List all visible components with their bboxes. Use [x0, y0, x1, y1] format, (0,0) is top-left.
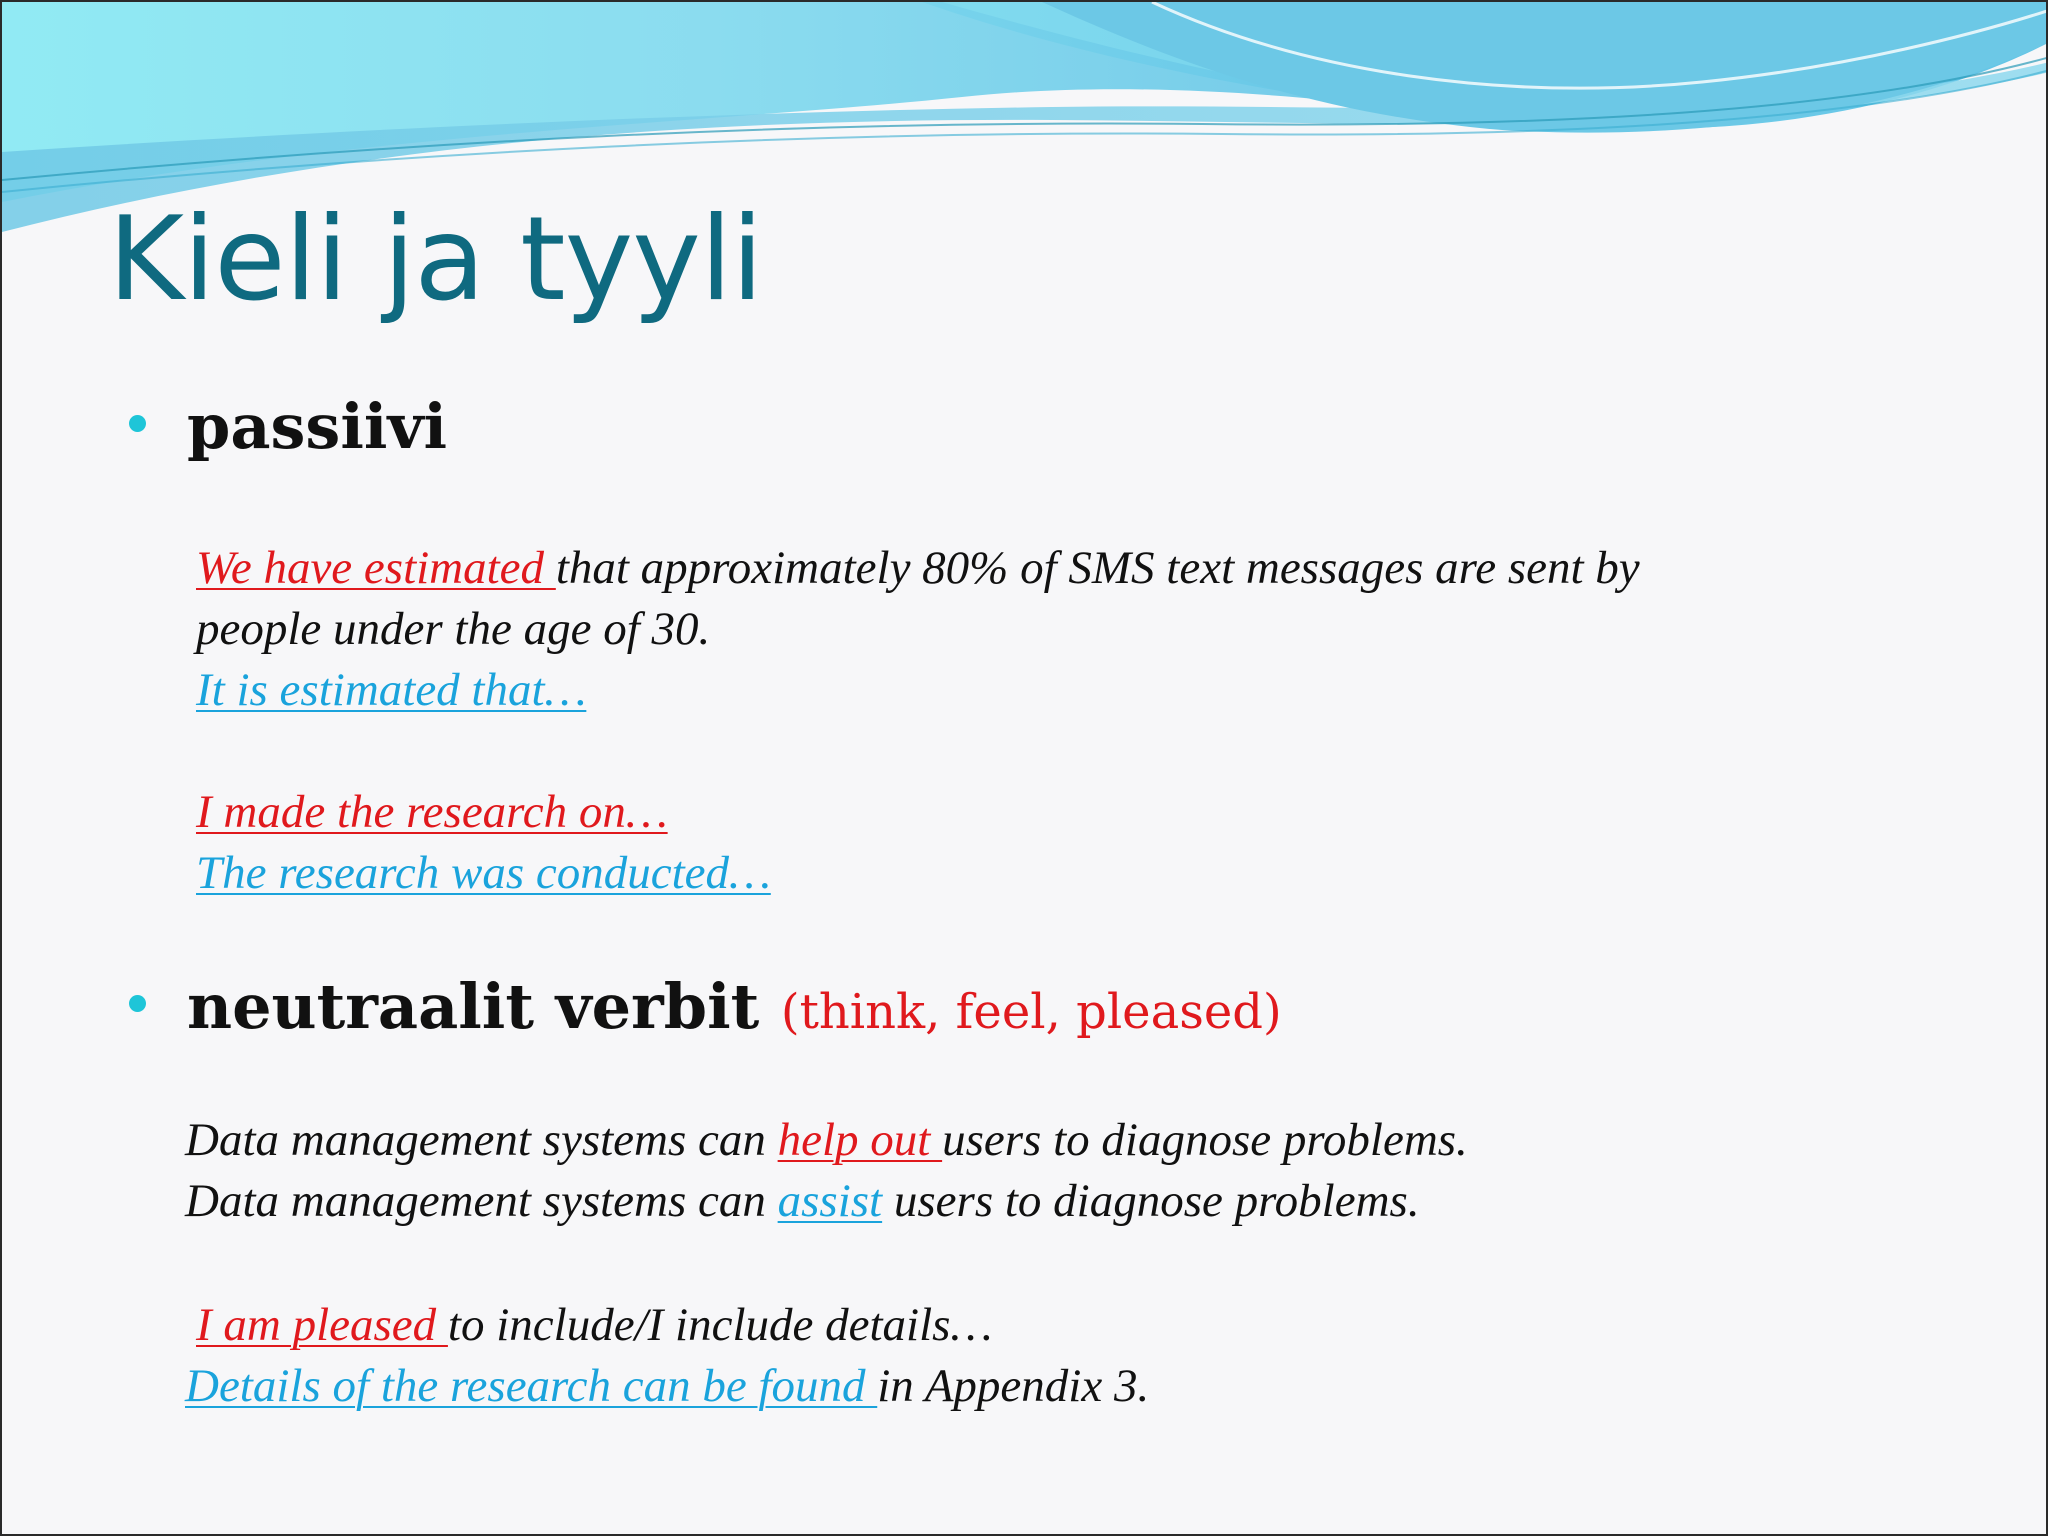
example-text: Data management systems can [185, 1175, 778, 1227]
example-line [185, 1171, 1468, 1232]
negative-example-phrase: I made the research on… [196, 786, 668, 838]
passive-examples [196, 538, 1640, 904]
example-line [196, 599, 1640, 660]
example-text: Data management systems can [185, 1114, 778, 1166]
example-line [185, 1356, 1149, 1417]
bullet-heading-passive: passiivi [187, 390, 448, 463]
negative-example-phrase: I am pleased [196, 1299, 448, 1351]
example-line [185, 1295, 1149, 1356]
positive-example-phrase: It is estimated that… [196, 664, 587, 716]
blank-line [196, 721, 1640, 782]
bullet-heading-neutral [187, 970, 1282, 1043]
example-line [196, 843, 1640, 904]
example-line [196, 538, 1640, 599]
neutral-examples-2 [185, 1295, 1149, 1417]
example-text: that approximately 80% of SMS text messages are sent by [555, 542, 1640, 594]
example-text: users to diagnose problems. [882, 1175, 1420, 1227]
positive-example-phrase: Details of the research can be found [185, 1360, 878, 1412]
example-text: in Appendix 3. [877, 1360, 1150, 1412]
positive-example-phrase: The research was conducted… [196, 847, 771, 899]
bullet-dot [129, 415, 146, 432]
negative-example-phrase: help out [777, 1114, 943, 1166]
bullet-heading-text: neutraalit verbit [187, 970, 760, 1043]
slide-title: Kieli ja tyyli [108, 192, 763, 327]
example-line [185, 1110, 1468, 1171]
example-text: users to diagnose problems. [942, 1114, 1468, 1166]
negative-example-phrase: We have estimated [196, 542, 556, 594]
positive-example-phrase: assist [777, 1175, 883, 1227]
neutral-examples-1 [185, 1110, 1468, 1232]
example-line [196, 660, 1640, 721]
example-text: to include/I include details… [447, 1299, 993, 1351]
example-line [196, 782, 1640, 843]
bullet-heading-note: (think, feel, pleased) [780, 984, 1282, 1040]
example-text: people under the age of 30. [196, 603, 711, 655]
bullet-dot [129, 995, 146, 1012]
